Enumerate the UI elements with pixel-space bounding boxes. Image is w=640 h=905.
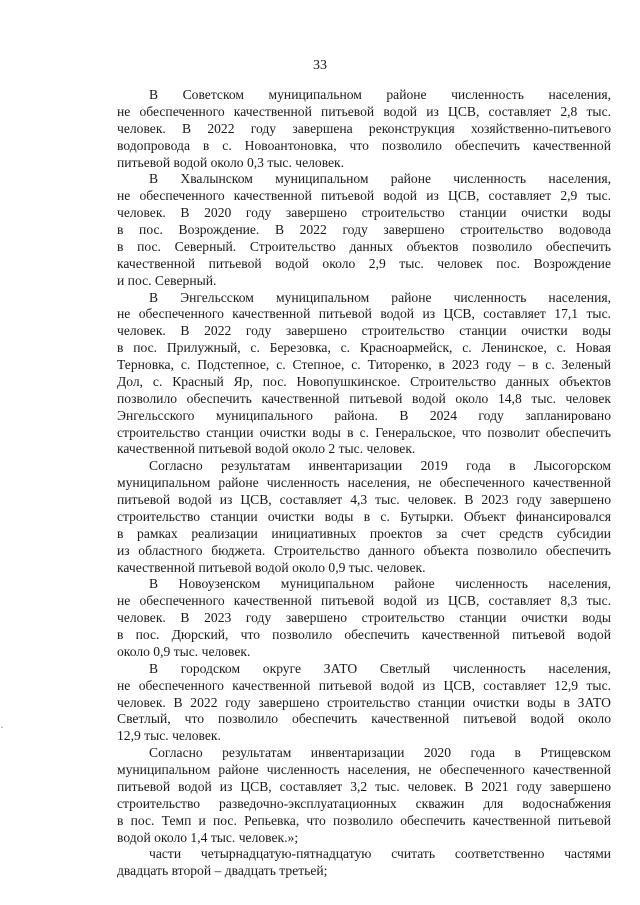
text-line: качественной питьевой водой около 2,9 тыс. человек пос. Возрождение <box>117 255 611 271</box>
paragraph-rtishchevsky <box>117 745 611 846</box>
paragraph-novouzensky <box>117 576 611 660</box>
text-line: человек. В 2023 году завершено строительство станции очистки воды <box>117 610 611 626</box>
text-line: питьевой водой около 0,3 тыс. человек. <box>117 154 345 170</box>
page-number: 33 <box>313 58 327 73</box>
text-line: человек. В 2022 году завершено строительство станции очистки воды <box>117 323 611 339</box>
text-line: из областного бюджета. Строительство данного объекта позволило обеспечить <box>117 542 611 558</box>
text-line: не обеспеченного качественной питьевой водой из ЦСВ, составляет 2,8 тыс. <box>117 103 611 119</box>
text-line: в пос. Прилужный, с. Березовка, с. Красноармейск, с. Ленинское, с. Новая <box>117 340 611 356</box>
text-line: около 0,9 тыс. человек. <box>117 643 251 659</box>
text-line: питьевой водой из ЦСВ, составляет 3,2 тыс. человек. В 2021 году завершено <box>117 778 611 794</box>
text-line: В Энгельсском муниципальном районе численность населения, <box>149 289 611 305</box>
paragraph-khvalynsky <box>117 171 611 289</box>
text-line: в пос. Северный. Строительство данных объектов позволило обеспечить <box>117 238 611 254</box>
text-line: Энгельсского муниципального района. В 2024 году запланировано <box>117 407 611 423</box>
text-line: качественной питьевой водой около 0,9 тыс. человек. <box>117 559 426 575</box>
text-line: строительство станции очистки воды в с. Бутырки. Объект финансировался <box>117 508 611 524</box>
text-line: водопровода в с. Новоантоновка, что позволило обеспечить качественной <box>117 137 611 153</box>
text-line: в пос. Возрождение. В 2022 году завершено строительство водовода <box>117 222 611 237</box>
text-line: Светлый, что позволило обеспечить качественной питьевой водой около <box>117 711 611 727</box>
paragraph-zato-svetly <box>117 661 611 745</box>
paragraph-sovetsky <box>117 87 611 171</box>
text-line: позволило обеспечить качественной питьевой водой около 14,8 тыс. человек <box>117 390 611 406</box>
text-line: качественной питьевой водой около 2 тыс. человек. <box>117 441 416 457</box>
scan-margin-mark: · <box>0 720 4 734</box>
text-line: в пос. Темп и пос. Репьевка, что позволило обеспечить качественной питьевой <box>117 812 611 828</box>
text-line: Согласно результатам инвентаризации 2019 года в Лысогорском <box>149 458 611 474</box>
text-line: питьевой водой из ЦСВ, составляет 4,3 тыс. человек. В 2023 году завершено <box>117 492 611 507</box>
text-line: В городском округе ЗАТО Светлый численность населения, <box>149 660 611 676</box>
text-line: человек. В 2022 году завершено строительство станции очистки воды в ЗАТО <box>117 694 611 710</box>
text-line: Терновка, с. Подстепное, с. Степное, с. Титоренко, в 2023 году – в с. Зеленый <box>117 357 611 372</box>
paragraph-lysogorsky <box>117 458 611 576</box>
text-line: 12,9 тыс. человек. <box>117 728 221 744</box>
text-line: В Советском муниципальном районе численность населения, <box>149 87 611 102</box>
text-line: муниципальном районе численность населения, не обеспеченного качественной <box>117 762 611 777</box>
text-line: не обеспеченного качественной питьевой водой из ЦСВ, составляет 8,3 тыс. <box>117 593 611 609</box>
text-line: в пос. Дюрский, что позволило обеспечить качественной питьевой водой <box>117 627 611 642</box>
text-line: человек. В 2022 году завершена реконструкция хозяйственно-питьевого <box>117 120 611 136</box>
text-line: водой около 1,4 тыс. человек.»; <box>117 829 299 845</box>
text-line: не обеспеченного качественной питьевой водой из ЦСВ, составляет 2,9 тыс. <box>117 188 611 204</box>
text-line: муниципальном районе численность населения, не обеспеченного качественной <box>117 475 611 491</box>
text-line: не обеспеченного качественной питьевой водой из ЦСВ, составляет 17,1 тыс. <box>117 306 611 322</box>
text-line: не обеспеченного качественной питьевой водой из ЦСВ, составляет 12,9 тыс. <box>117 677 611 693</box>
text-line: В Хвалынском муниципальном районе численность населения, <box>149 171 611 187</box>
text-line: человек. В 2020 году завершено строительство станции очистки воды <box>117 205 611 221</box>
text-line: части четырнадцатую-пятнадцатую считать соответственно частями <box>149 846 611 862</box>
text-line: строительство разведочно-эксплуатационных скважин для водоснабжения <box>117 795 611 811</box>
text-line: Дол, с. Красный Яр, пос. Новопушкинское. Строительство данных объектов <box>117 373 611 389</box>
text-line: двадцать второй – двадцать третьей; <box>117 863 328 879</box>
paragraph-renumbering <box>117 846 611 880</box>
text-line: в рамках реализации инициативных проектов за счет средств субсидии <box>117 525 611 541</box>
document-body <box>117 87 611 880</box>
text-line: и пос. Северный. <box>117 272 217 288</box>
paragraph-engelssky <box>117 290 611 459</box>
text-line: В Новоузенском муниципальном районе численность населения, <box>149 576 611 592</box>
text-line: строительство станции очистки воды в с. Генеральское, что позволит обеспечить <box>117 424 611 440</box>
text-line: Согласно результатам инвентаризации 2020 года в Ртищевском <box>149 745 611 761</box>
